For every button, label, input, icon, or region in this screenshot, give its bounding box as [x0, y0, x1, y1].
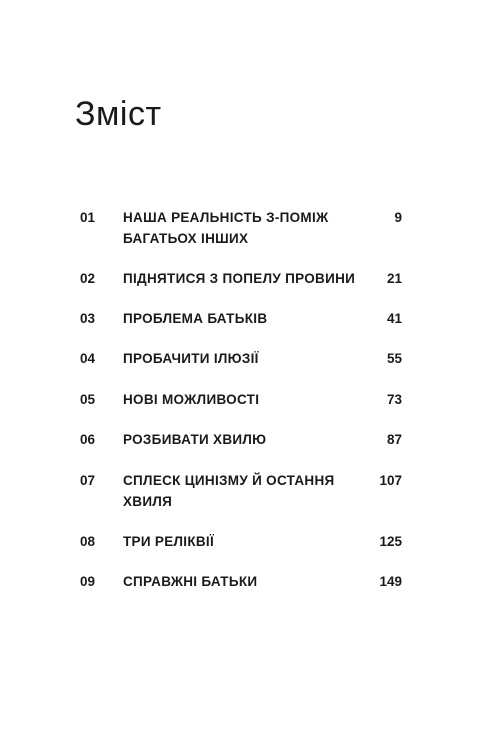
chapter-title: ПРОБЛЕМА БАТЬКІВ [123, 311, 268, 326]
chapter-number: 01 [80, 210, 96, 225]
chapter-title: РОЗБИВАТИ ХВИЛЮ [123, 432, 267, 447]
chapter-title: ТРИ РЕЛІКВІЇ [123, 534, 215, 549]
chapter-title: ПРОБАЧИТИ ІЛЮЗІЇ [123, 351, 259, 366]
chapter-title: ПІДНЯТИСЯ З ПОПЕЛУ ПРОВИНИ [123, 271, 356, 286]
chapter-number: 08 [80, 534, 96, 549]
page-number: 73 [386, 392, 402, 407]
chapter-number: 04 [80, 351, 96, 366]
chapter-number: 02 [80, 271, 96, 286]
chapter-title: НАША РЕАЛЬНІСТЬ З-ПОМІЖ БАГАТЬОХ ІНШИХ [123, 210, 329, 246]
chapter-number: 06 [80, 432, 96, 447]
chapter-number: 03 [80, 311, 96, 326]
chapter-title: СПЛЕСК ЦИНІЗМУ Й ОСТАННЯ ХВИЛЯ [123, 473, 335, 509]
page-number: 125 [379, 534, 402, 549]
chapter-number: 07 [80, 473, 96, 488]
chapter-number: 05 [80, 392, 96, 407]
page-number: 87 [386, 432, 402, 447]
page-number: 9 [394, 210, 402, 225]
page-title: Зміст [75, 95, 162, 133]
page-number: 149 [379, 574, 402, 589]
chapter-title: НОВІ МОЖЛИВОСТІ [123, 392, 260, 407]
chapter-number: 09 [80, 574, 96, 589]
page-number: 41 [386, 311, 402, 326]
page-number: 107 [379, 473, 402, 488]
page-number: 21 [386, 271, 402, 286]
chapter-title: СПРАВЖНІ БАТЬКИ [123, 574, 258, 589]
page-number: 55 [386, 351, 402, 366]
